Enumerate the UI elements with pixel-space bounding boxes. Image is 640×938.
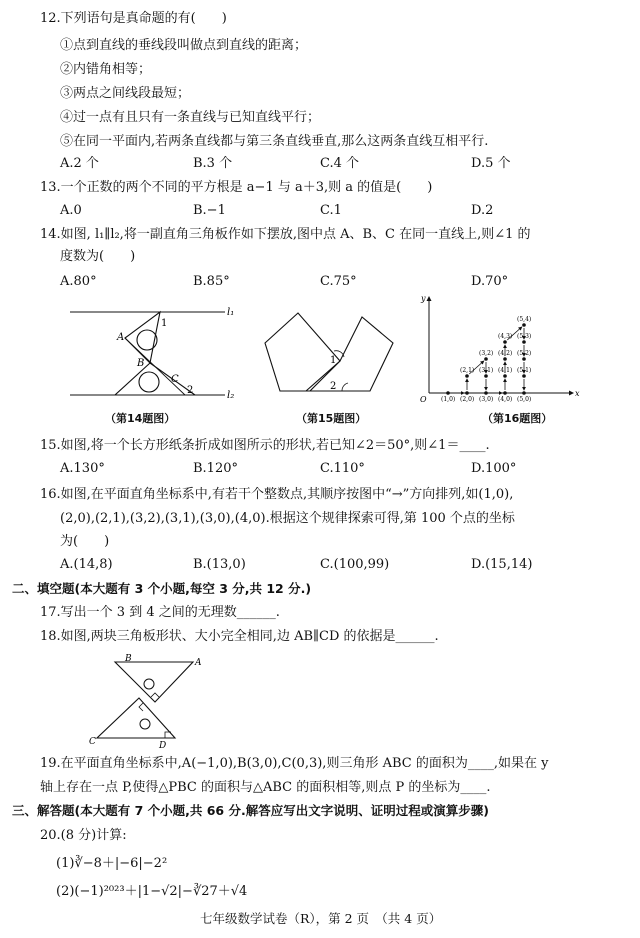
q15-option-b: B.120° — [193, 461, 238, 476]
fig14-label-b: B — [137, 358, 145, 369]
fig16-point-label: (4,0) — [498, 396, 513, 403]
q12-item-5: ⑤在同一平面内,若两条直线都与第三条直线垂直,那么这两条直线互相平行. — [60, 134, 489, 149]
q14-option-c: C.75° — [320, 274, 357, 289]
page-footer: 七年级数学试卷（R），第 2 页 （共 4 页） — [200, 911, 442, 926]
q20-stem: 20.(8 分)计算: — [40, 828, 127, 843]
q14-stem-line1: 14.如图, l₁∥l₂,将一副直角三角板作如下摆放,图中点 A、B、C 在同一直线上,则∠1 的 — [40, 227, 531, 242]
q12-option-a: A.2 个 — [60, 156, 99, 171]
fig16-point-label: (2,1) — [460, 367, 475, 374]
q16-option-a: A.(14,8) — [60, 557, 113, 572]
fig16-point-label: (5,4) — [517, 316, 532, 323]
q19-line1: 19.在平面直角坐标系中,A(−1,0),B(3,0),C(0,3),则三角形 ABC 的面积为____,如果在 y — [40, 756, 549, 771]
q12-option-d: D.5 个 — [471, 156, 511, 171]
q16-stem-line2: (2,0),(2,1),(3,2),(3,1),(3,0),(4,0).根据这个规律探索可得,第 100 个点的坐标 — [60, 511, 515, 526]
fig14-label-l1: l₁ — [227, 307, 235, 318]
fig15-label-angle2: 2 — [330, 381, 337, 392]
q15-option-a: A.130° — [60, 461, 105, 476]
q12-item-1: ①点到直线的垂线段叫做点到直线的距离； — [60, 38, 308, 53]
q18-stem: 18.如图,两块三角板形状、大小完全相同,边 AB∥CD 的依据是______. — [40, 629, 439, 644]
fig16-point — [503, 357, 507, 361]
fig16-axis-x-label: x — [575, 389, 580, 398]
fig14-label-angle1: 1 — [161, 318, 168, 329]
q12-item-4: ④过一点有且只有一条直线与已知直线平行； — [60, 110, 321, 125]
fig14-label-angle2: 2 — [187, 385, 194, 396]
fig16-point — [465, 374, 469, 378]
fig16-point-label: (5,2) — [517, 350, 532, 357]
fig16-point — [503, 340, 507, 344]
q13-stem: 13.一个正数的两个不同的平方根是 a−1 与 a＋3,则 a 的值是( ) — [40, 180, 433, 195]
fig16-point-label: (5,0) — [517, 396, 532, 403]
fig16-point — [522, 340, 526, 344]
fig14-label-l2: l₂ — [227, 390, 235, 401]
q17-stem: 17.写出一个 3 到 4 之间的无理数______. — [40, 605, 280, 620]
q16-stem-line1: 16.如图,在平面直角坐标系中,有若干个整数点,其顺序按图中“→”方向排列,如(1,0), — [40, 487, 514, 502]
fig16-point — [503, 374, 507, 378]
q14-option-a: A.80° — [60, 274, 97, 289]
fig16-point-label: (4,2) — [498, 350, 513, 357]
q14-stem-line2: 度数为( ) — [60, 249, 136, 264]
q12-stem: 12.下列语句是真命题的有( ) — [40, 11, 227, 26]
q14-option-d: D.70° — [471, 274, 509, 289]
q15-stem: 15.如图,将一个长方形纸条折成如图所示的形状,若已知∠2＝50°,则∠1＝____. — [40, 438, 490, 453]
q15-option-c: C.110° — [320, 461, 365, 476]
q20-part1: (1)∛−8＋|−6|−2² — [56, 856, 168, 871]
fig16-point-label: (2,0) — [460, 396, 475, 403]
q13-option-d: D.2 — [471, 203, 494, 218]
figure-15 — [260, 305, 400, 400]
fig14-caption: （第14题图） — [105, 412, 176, 425]
fig16-point — [522, 374, 526, 378]
fig16-point — [446, 391, 450, 395]
section-3-heading: 三、解答题(本大题有 7 个小题,共 66 分.解答应写出文字说明、证明过程或演算步骤) — [12, 803, 489, 818]
fig16-point — [465, 391, 469, 395]
q20-part2: (2)(−1)²⁰²³＋|1−√2|−∛27＋√4 — [56, 884, 248, 899]
q12-option-c: C.4 个 — [320, 156, 360, 171]
fig16-axis-y-label: y — [421, 294, 426, 303]
fig16-point-label: (3,2) — [479, 350, 494, 357]
fig16-point — [484, 391, 488, 395]
fig16-point — [522, 323, 526, 327]
fig16-origin-label: O — [420, 395, 427, 404]
fig16-point-label: (1,0) — [441, 396, 456, 403]
fig18-label-b: B — [125, 654, 132, 664]
fig18-label-a: A — [195, 658, 202, 668]
fig18-label-d: D — [159, 741, 167, 751]
q15-option-d: D.100° — [471, 461, 517, 476]
q16-option-b: B.(13,0) — [193, 557, 246, 572]
fig16-point — [503, 391, 507, 395]
fig16-point — [484, 357, 488, 361]
q13-option-c: C.1 — [320, 203, 342, 218]
fig14-label-c: C — [171, 374, 179, 385]
q16-option-c: C.(100,99) — [320, 557, 390, 572]
fig16-point-label: (4,3) — [498, 333, 513, 340]
section-2-heading: 二、填空题(本大题有 3 个小题,每空 3 分,共 12 分.) — [12, 581, 312, 596]
fig16-point-label: (3,0) — [479, 396, 494, 403]
fig16-point-label: (3,1) — [479, 367, 494, 374]
fig15-label-angle1: 1 — [330, 355, 337, 366]
q19-line2: 轴上存在一点 P,使得△PBC 的面积与△ABC 的面积相等,则点 P 的坐标为____. — [40, 780, 491, 795]
fig16-point-label: (4,1) — [498, 367, 513, 374]
q12-item-3: ③两点之间线段最短； — [60, 86, 191, 101]
fig16-point — [522, 391, 526, 395]
q14-option-b: B.85° — [193, 274, 230, 289]
figure-14 — [65, 298, 240, 408]
fig18-label-c: C — [89, 737, 96, 747]
q16-stem-line3: 为( ) — [60, 534, 110, 549]
q16-option-d: D.(15,14) — [471, 557, 533, 572]
figure-18 — [85, 652, 210, 752]
fig16-caption: （第16题图） — [482, 412, 553, 425]
fig16-point-label: (5,3) — [517, 333, 532, 340]
fig16-point-label: (5,1) — [517, 367, 532, 374]
q12-item-2: ②内错角相等； — [60, 62, 152, 77]
fig16-point — [522, 357, 526, 361]
fig16-point — [484, 374, 488, 378]
fig14-label-a: A — [117, 332, 125, 343]
q13-option-a: A.0 — [60, 203, 82, 218]
q12-option-b: B.3 个 — [193, 156, 233, 171]
fig15-caption: （第15题图） — [296, 412, 367, 425]
figure-16 — [415, 295, 585, 405]
q13-option-b: B.−1 — [193, 203, 226, 218]
